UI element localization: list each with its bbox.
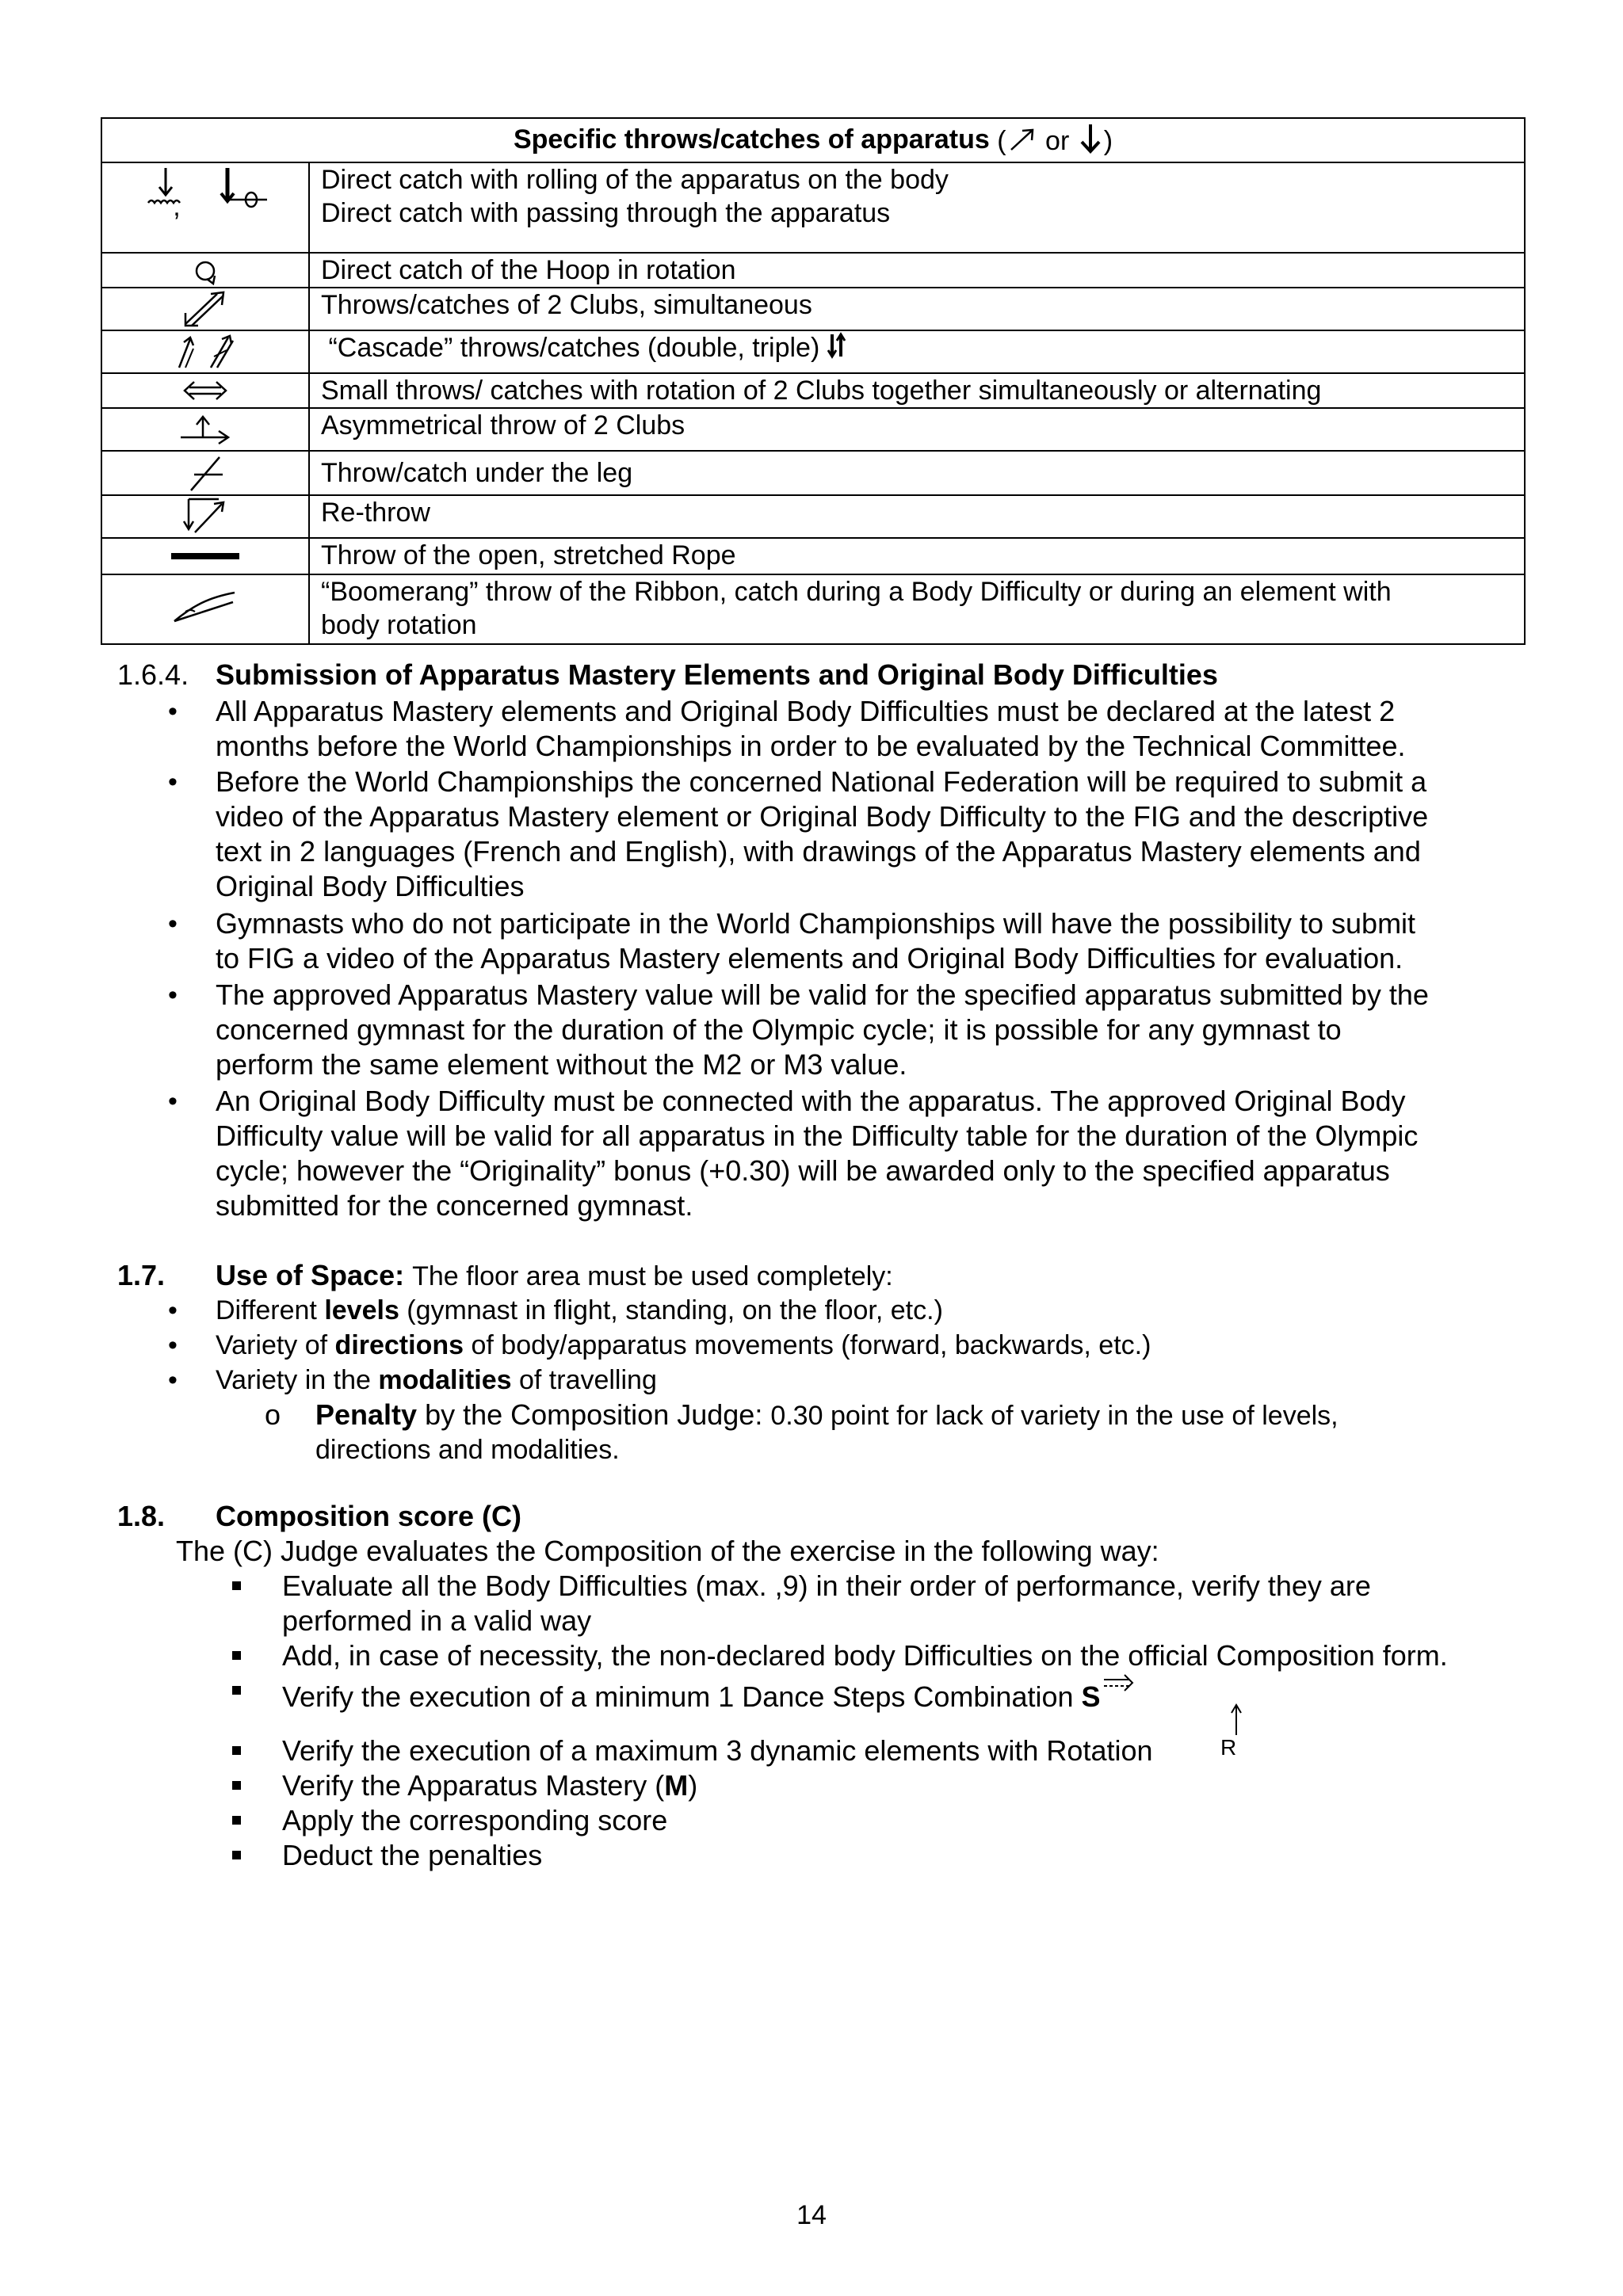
list-item: Deduct the penalties <box>282 1839 543 1871</box>
row0-separator: , <box>173 192 181 222</box>
table-header <box>101 118 1525 162</box>
section-number: 1.6.4. <box>117 658 189 691</box>
page-number: 14 <box>796 2200 827 2230</box>
bullet-icon: • <box>168 1086 178 1116</box>
list-item <box>216 1328 1151 1363</box>
symbols-table <box>101 117 1526 645</box>
list-bold: S <box>1081 1680 1101 1713</box>
list-item: Apply the corresponding score <box>282 1804 668 1836</box>
description-cell <box>309 253 1525 288</box>
description-cell <box>309 162 1525 253</box>
description-cell <box>309 330 1525 373</box>
catch-arrow-icon: ) <box>1077 126 1113 156</box>
sub-bullet-marker: o <box>265 1398 281 1431</box>
description-line: Throws/catches of 2 Clubs, simultaneous <box>321 290 812 320</box>
description-line <box>321 331 1524 364</box>
dance-steps-icon <box>1101 1673 1136 1695</box>
list-item <box>216 694 1525 764</box>
bullet-icon: • <box>168 1365 178 1395</box>
list-item-line: An Original Body Difficulty must be connected with the apparatus. The approved Original Body <box>216 1085 1406 1117</box>
section-title: Composition score (C) <box>216 1500 522 1532</box>
rotation-symbol: R <box>1220 1735 1237 1760</box>
square-bullet-icon <box>232 1651 241 1660</box>
table-header-row <box>101 118 1525 162</box>
list-item-line: Before the World Championships the concerned National Federation will be required to submit a <box>216 765 1427 798</box>
symbol-cell <box>101 373 309 408</box>
list-item-line: The approved Apparatus Mastery value will be valid for the specified apparatus submitted by the <box>216 978 1429 1011</box>
under-leg-icon <box>181 452 229 494</box>
list-item: Add, in case of necessity, the non-declared body Difficulties on the official Composition form. <box>282 1639 1448 1672</box>
square-bullet-icon <box>232 1816 241 1825</box>
table-row <box>101 162 1525 253</box>
section-intro: The (C) Judge evaluates the Composition of the exercise in the following way: <box>176 1535 1159 1567</box>
list-text: Different <box>216 1295 325 1325</box>
bullet-icon: • <box>168 980 178 1010</box>
list-text: of travelling <box>511 1365 657 1395</box>
penalty-item <box>315 1398 1338 1433</box>
penalty-text: 0.30 point for lack of variety in the use of levels, <box>770 1401 1338 1431</box>
square-bullet-icon <box>232 1781 241 1790</box>
list-item <box>282 1768 697 1803</box>
bullet-icon: • <box>168 767 178 797</box>
description-cell <box>309 288 1525 330</box>
description-line: body rotation <box>321 610 477 640</box>
two-clubs-simultaneous-icon <box>178 289 233 329</box>
section-number: 1.8. <box>117 1500 166 1532</box>
list-item-line: video of the Apparatus Mastery element or Original Body Difficulty to the FIG and the descriptive <box>216 800 1429 833</box>
penalty-text: by the Composition Judge: <box>417 1398 771 1431</box>
table-row <box>101 253 1525 288</box>
list-item-line: All Apparatus Mastery elements and Original Body Difficulties must be declared at the latest 2 <box>216 695 1396 727</box>
bullet-icon: • <box>168 1295 178 1325</box>
list-bold: directions <box>334 1330 464 1360</box>
penalty-bold: Penalty <box>315 1398 418 1431</box>
description-line: Direct catch of the Hoop in rotation <box>321 255 736 285</box>
list-item <box>216 1363 657 1398</box>
list-item-line: text in 2 languages (French and English), with drawings of the Apparatus Mastery elements and <box>216 835 1421 868</box>
list-text: Variety in the <box>216 1365 379 1395</box>
list-text: Variety of <box>216 1330 335 1360</box>
bullet-icon: • <box>168 909 178 939</box>
list-item-line: to FIG a video of the Apparatus Mastery elements and Original Body Difficulties for evaluation. <box>216 942 1403 974</box>
square-bullet-icon <box>232 1851 241 1859</box>
list-text: Verify the execution of a minimum 1 Dance Steps Combination <box>282 1680 1082 1713</box>
list-item <box>282 1569 1518 1638</box>
table-row <box>101 288 1525 330</box>
table-header-text: Specific throws/catches of apparatus <box>513 124 990 154</box>
bullet-icon: • <box>168 696 178 727</box>
boomerang-ribbon-icon <box>170 589 241 629</box>
symbol-cell <box>101 408 309 451</box>
list-item-line: cycle; however the “Originality” bonus (+0.30) will be awarded only to the specified apparatus <box>216 1154 1390 1187</box>
list-item <box>216 906 1415 976</box>
bullet-icon: • <box>168 1330 178 1360</box>
section-number: 1.7. <box>117 1259 166 1291</box>
list-bold: modalities <box>378 1365 512 1395</box>
list-item-line: performed in a valid way <box>282 1604 592 1637</box>
list-item-line: submitted for the concerned gymnast. <box>216 1189 693 1222</box>
section-heading <box>216 1258 893 1294</box>
list-item <box>216 1293 943 1328</box>
description-cell <box>309 373 1525 408</box>
hoop-rotation-icon <box>189 255 221 285</box>
list-text: (gymnast in flight, standing, on the floor, etc.) <box>399 1295 943 1325</box>
list-text: Verify the Apparatus Mastery ( <box>282 1769 665 1802</box>
list-item-line: Difficulty value will be valid for all apparatus in the Difficulty table for the duration of the Olympic <box>216 1119 1419 1152</box>
table-row <box>101 451 1525 495</box>
description-line: Direct catch with rolling of the apparatus on the body <box>321 165 949 195</box>
description-line: Throw/catch under the leg <box>321 458 633 488</box>
square-bullet-icon <box>232 1581 241 1590</box>
list-item-line: Original Body Difficulties <box>216 870 525 902</box>
list-item-line: Gymnasts who do not participate in the World Championships will have the possibility to submit <box>216 907 1416 940</box>
table-row <box>101 373 1525 408</box>
table-row <box>101 408 1525 451</box>
asymmetrical-throw-icon <box>178 414 233 445</box>
list-bold: M <box>664 1769 689 1802</box>
description-line: Throw of the open, stretched Rope <box>321 540 736 570</box>
description-line: Direct catch with passing through the apparatus <box>321 198 891 228</box>
open-rope-icon <box>170 548 241 564</box>
re-throw-icon <box>178 496 233 537</box>
list-item <box>282 1673 1136 1714</box>
description-line: Small throws/ catches with rotation of 2 Clubs together simultaneously or alternating <box>321 376 1322 406</box>
square-bullet-icon <box>232 1686 241 1695</box>
description-line: Asymmetrical throw of 2 Clubs <box>321 410 685 441</box>
section-intro: The floor area must be used completely: <box>412 1261 893 1291</box>
list-item-line: perform the same element without the M2 or M3 value. <box>216 1048 907 1081</box>
square-bullet-icon <box>232 1746 241 1755</box>
list-item-line: Evaluate all the Body Difficulties (max. ,9) in their order of performance, verify they are <box>282 1569 1371 1602</box>
list-item-line: months before the World Championships in order to be evaluated by the Technical Committee. <box>216 730 1406 762</box>
list-item: Verify the execution of a maximum 3 dynamic elements with Rotation <box>282 1734 1153 1767</box>
double-arrow-icon <box>181 379 229 402</box>
direct-catch-rolling-icon <box>126 163 285 219</box>
section-title: Use of Space: <box>216 1259 405 1291</box>
description-text: “Cascade” throws/catches (double, triple) <box>328 333 820 363</box>
symbol-cell <box>101 162 309 253</box>
symbol-cell <box>101 253 309 288</box>
cascade-double-icon <box>827 331 846 360</box>
description-cell <box>309 495 1525 538</box>
table-header-or: or <box>1045 126 1070 156</box>
table-row <box>101 330 1525 373</box>
list-text: of body/apparatus movements (forward, backwards, etc.) <box>464 1330 1151 1360</box>
description-line: Re-throw <box>321 498 430 528</box>
list-bold: levels <box>324 1295 399 1325</box>
list-item <box>216 978 1429 1082</box>
penalty-line: directions and modalities. <box>315 1435 620 1465</box>
table-row <box>101 538 1525 574</box>
section-title: Submission of Apparatus Mastery Elements and Original Body Difficulties <box>216 658 1218 691</box>
list-item-line: concerned gymnast for the duration of the Olympic cycle; it is possible for any gymnast to <box>216 1013 1342 1046</box>
cascade-icon <box>170 333 241 371</box>
symbol-cell <box>101 288 309 330</box>
description-cell <box>309 408 1525 451</box>
description-cell <box>309 538 1525 574</box>
symbol-cell <box>101 451 309 495</box>
list-text: ) <box>688 1769 698 1802</box>
symbol-cell <box>101 538 309 574</box>
throw-arrow-icon: ( <box>997 126 1037 156</box>
table-row <box>101 574 1525 644</box>
description-line: “Boomerang” throw of the Ribbon, catch during a Body Difficulty or during an element with <box>321 577 1392 607</box>
symbol-cell <box>101 495 309 538</box>
list-item <box>216 765 1428 904</box>
description-cell <box>309 451 1525 495</box>
description-cell <box>309 574 1525 644</box>
symbol-cell <box>101 574 309 644</box>
list-item <box>216 1084 1418 1223</box>
table-row <box>101 495 1525 538</box>
symbol-cell <box>101 330 309 373</box>
